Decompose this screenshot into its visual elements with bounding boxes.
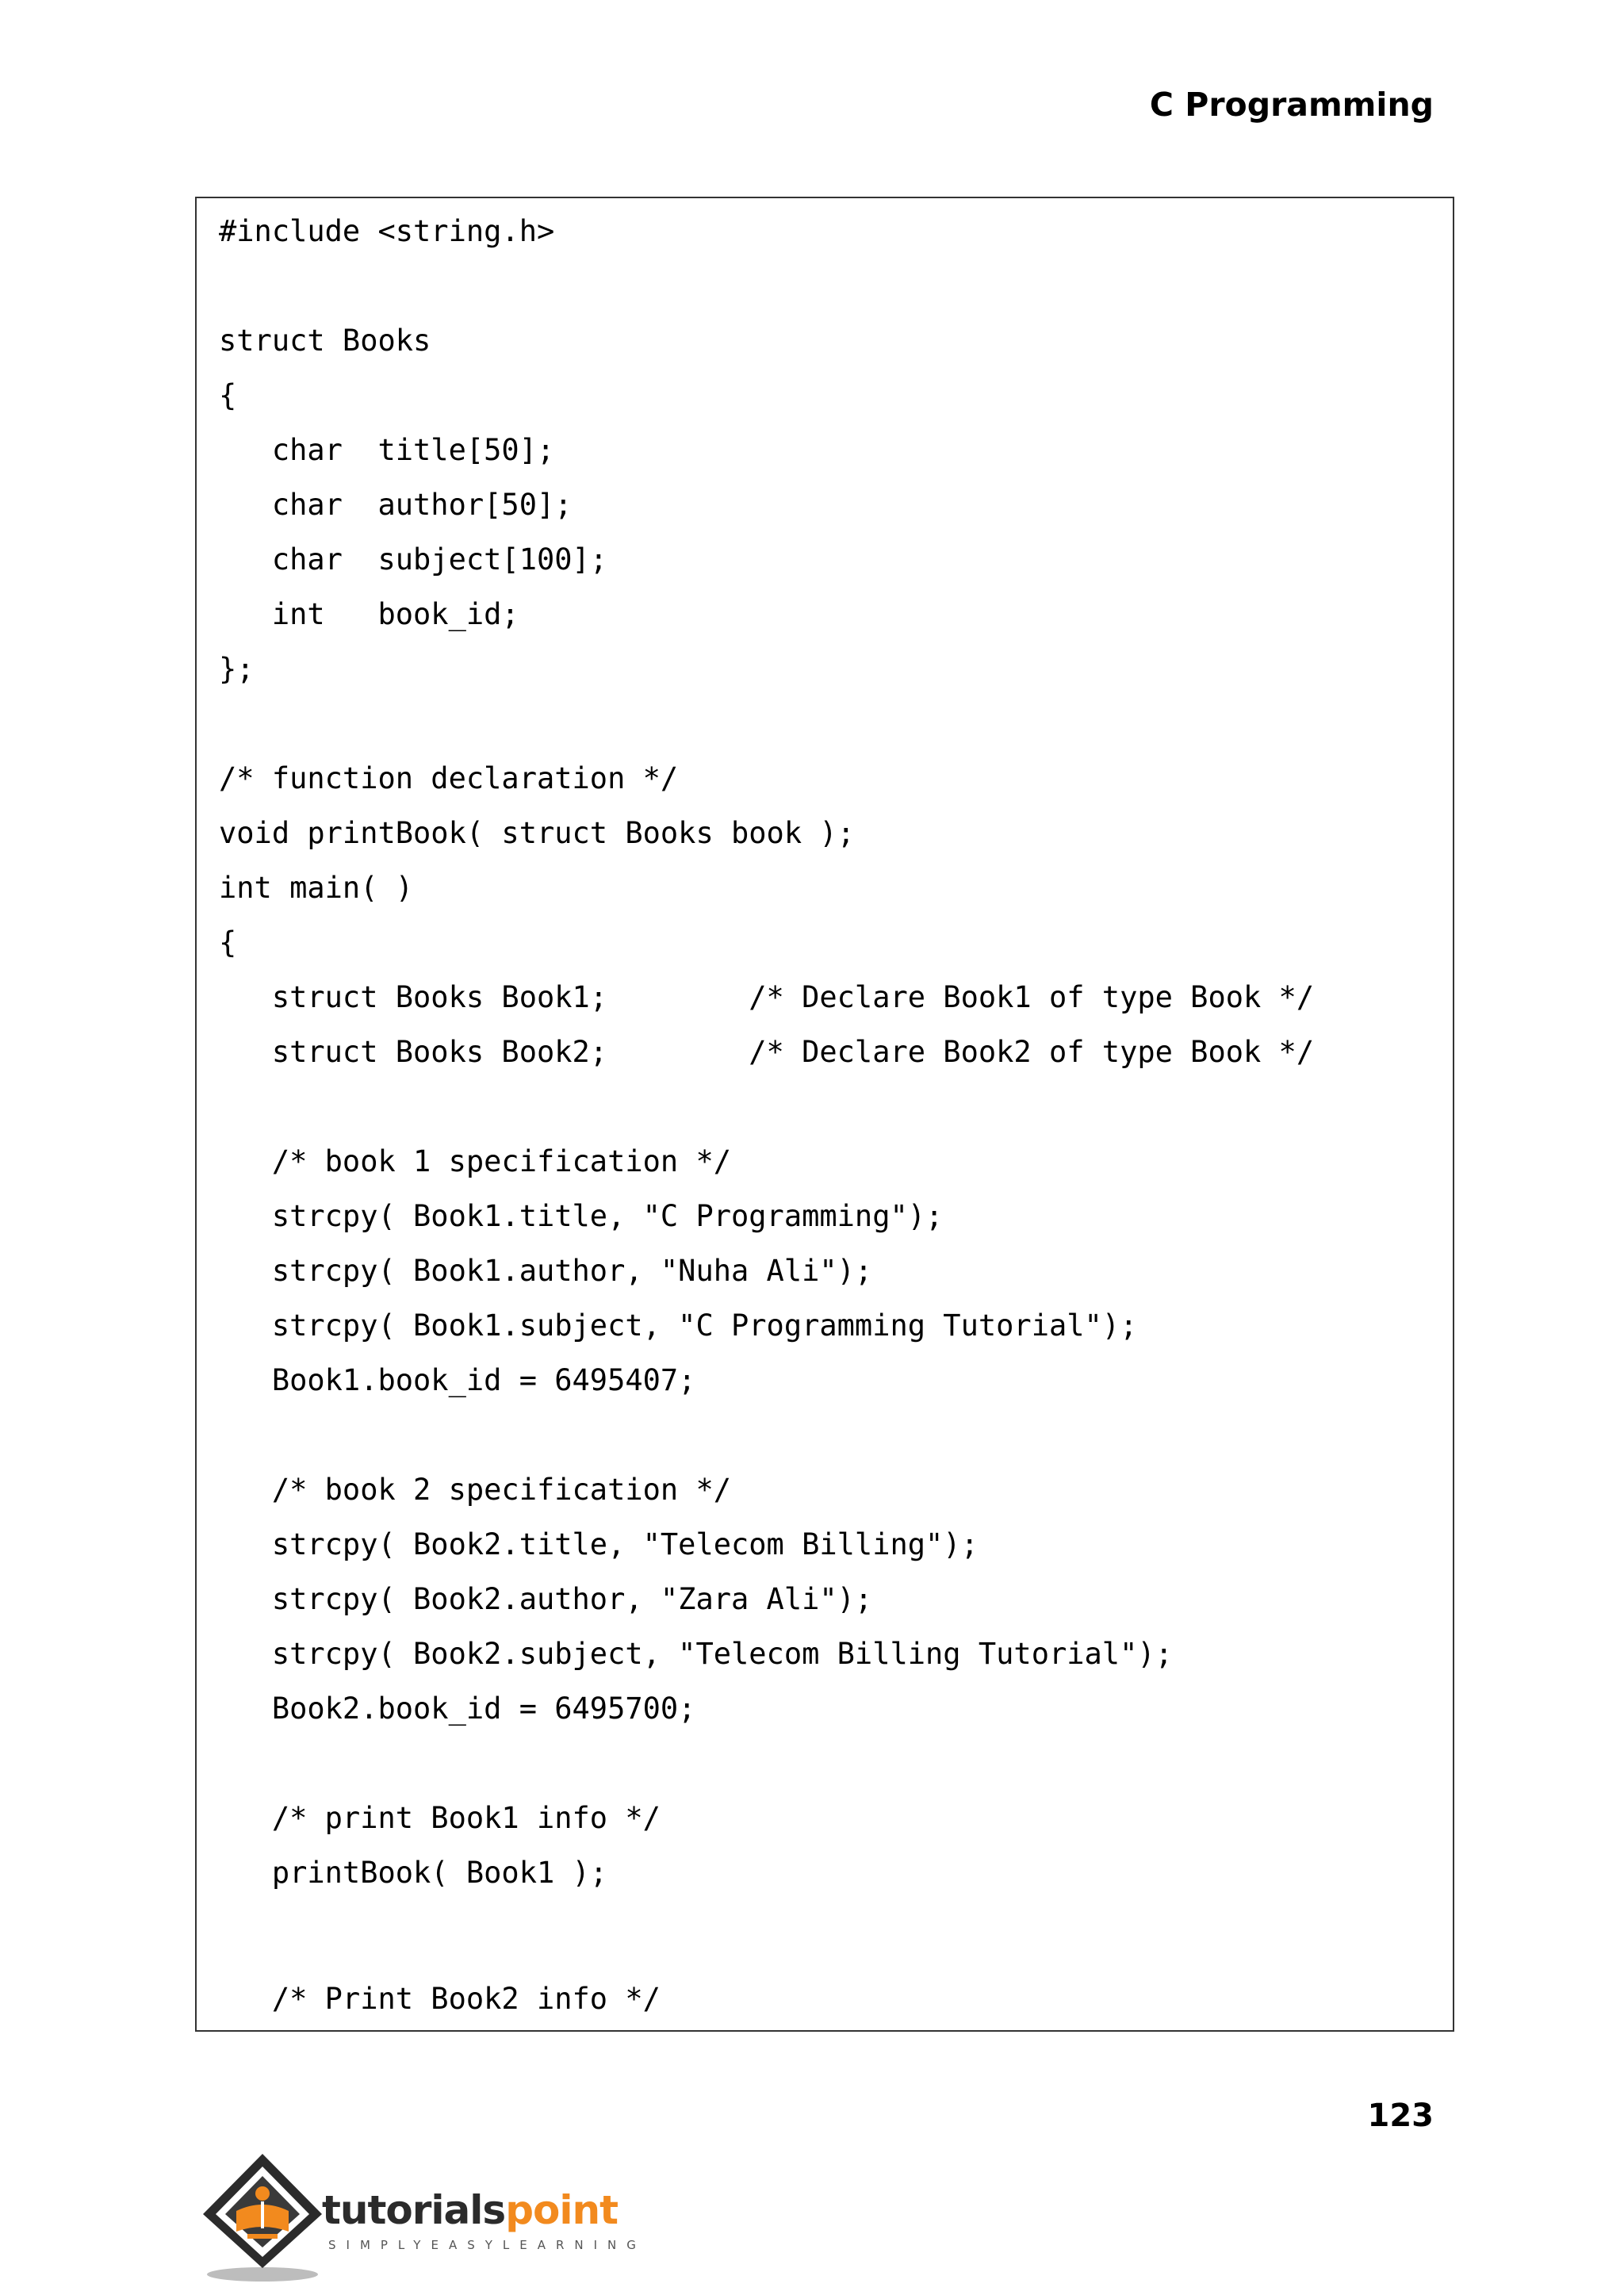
code-line: struct Books (219, 324, 431, 358)
code-line: char author[50]; (219, 488, 573, 522)
code-line: void printBook( struct Books book ); (219, 816, 855, 850)
tutorialspoint-logo (195, 2149, 646, 2284)
code-line: /* print Book1 info */ (219, 1801, 661, 1835)
code-line: strcpy( Book2.author, "Zara Ali"); (219, 1582, 873, 1616)
code-line: strcpy( Book2.title, "Telecom Billing"); (219, 1527, 979, 1561)
code-line: Book2.book_id = 6495700; (219, 1692, 696, 1726)
code-line: #include <string.h> (219, 214, 555, 248)
code-line: struct Books Book2; /* Declare Book2 of type Book */ (219, 1035, 1315, 1069)
code-block (195, 197, 1454, 2032)
code-line: char title[50]; (219, 433, 555, 467)
code-line: { (219, 925, 237, 960)
code-line: strcpy( Book1.author, "Nuha Ali"); (219, 1254, 873, 1288)
code-line: char subject[100]; (219, 542, 608, 577)
code-line: int main( ) (219, 871, 414, 905)
code-line: struct Books Book1; /* Declare Book1 of type Book */ (219, 980, 1315, 1014)
code-line: int book_id; (219, 597, 519, 631)
code-line: /* function declaration */ (219, 761, 679, 795)
code-line: }; (219, 652, 255, 686)
code-line: strcpy( Book1.subject, "C Programming Tutorial"); (219, 1308, 1138, 1343)
page-number: 123 (1367, 2098, 1434, 2134)
page-header-title: C Programming (1149, 86, 1434, 124)
logo-word-tutorials: tutorials (322, 2187, 506, 2233)
tutorialspoint-diamond-icon (195, 2149, 330, 2284)
code-line: /* book 2 specification */ (219, 1473, 732, 1507)
logo-word-point: point (505, 2187, 618, 2233)
code-line: strcpy( Book1.title, "C Programming"); (219, 1199, 944, 1233)
code-line: printBook( Book1 ); (219, 1856, 608, 1890)
logo-wordmark (322, 2187, 618, 2233)
code-line: /* book 1 specification */ (219, 1144, 732, 1178)
code-line: { (219, 378, 237, 412)
code-line: Book1.book_id = 6495407; (219, 1363, 696, 1397)
code-line: /* Print Book2 info */ (219, 1982, 661, 2016)
code-line: strcpy( Book2.subject, "Telecom Billing Tutorial"); (219, 1637, 1173, 1671)
logo-tagline: SIMPLYEASYLEARNING (328, 2238, 646, 2252)
